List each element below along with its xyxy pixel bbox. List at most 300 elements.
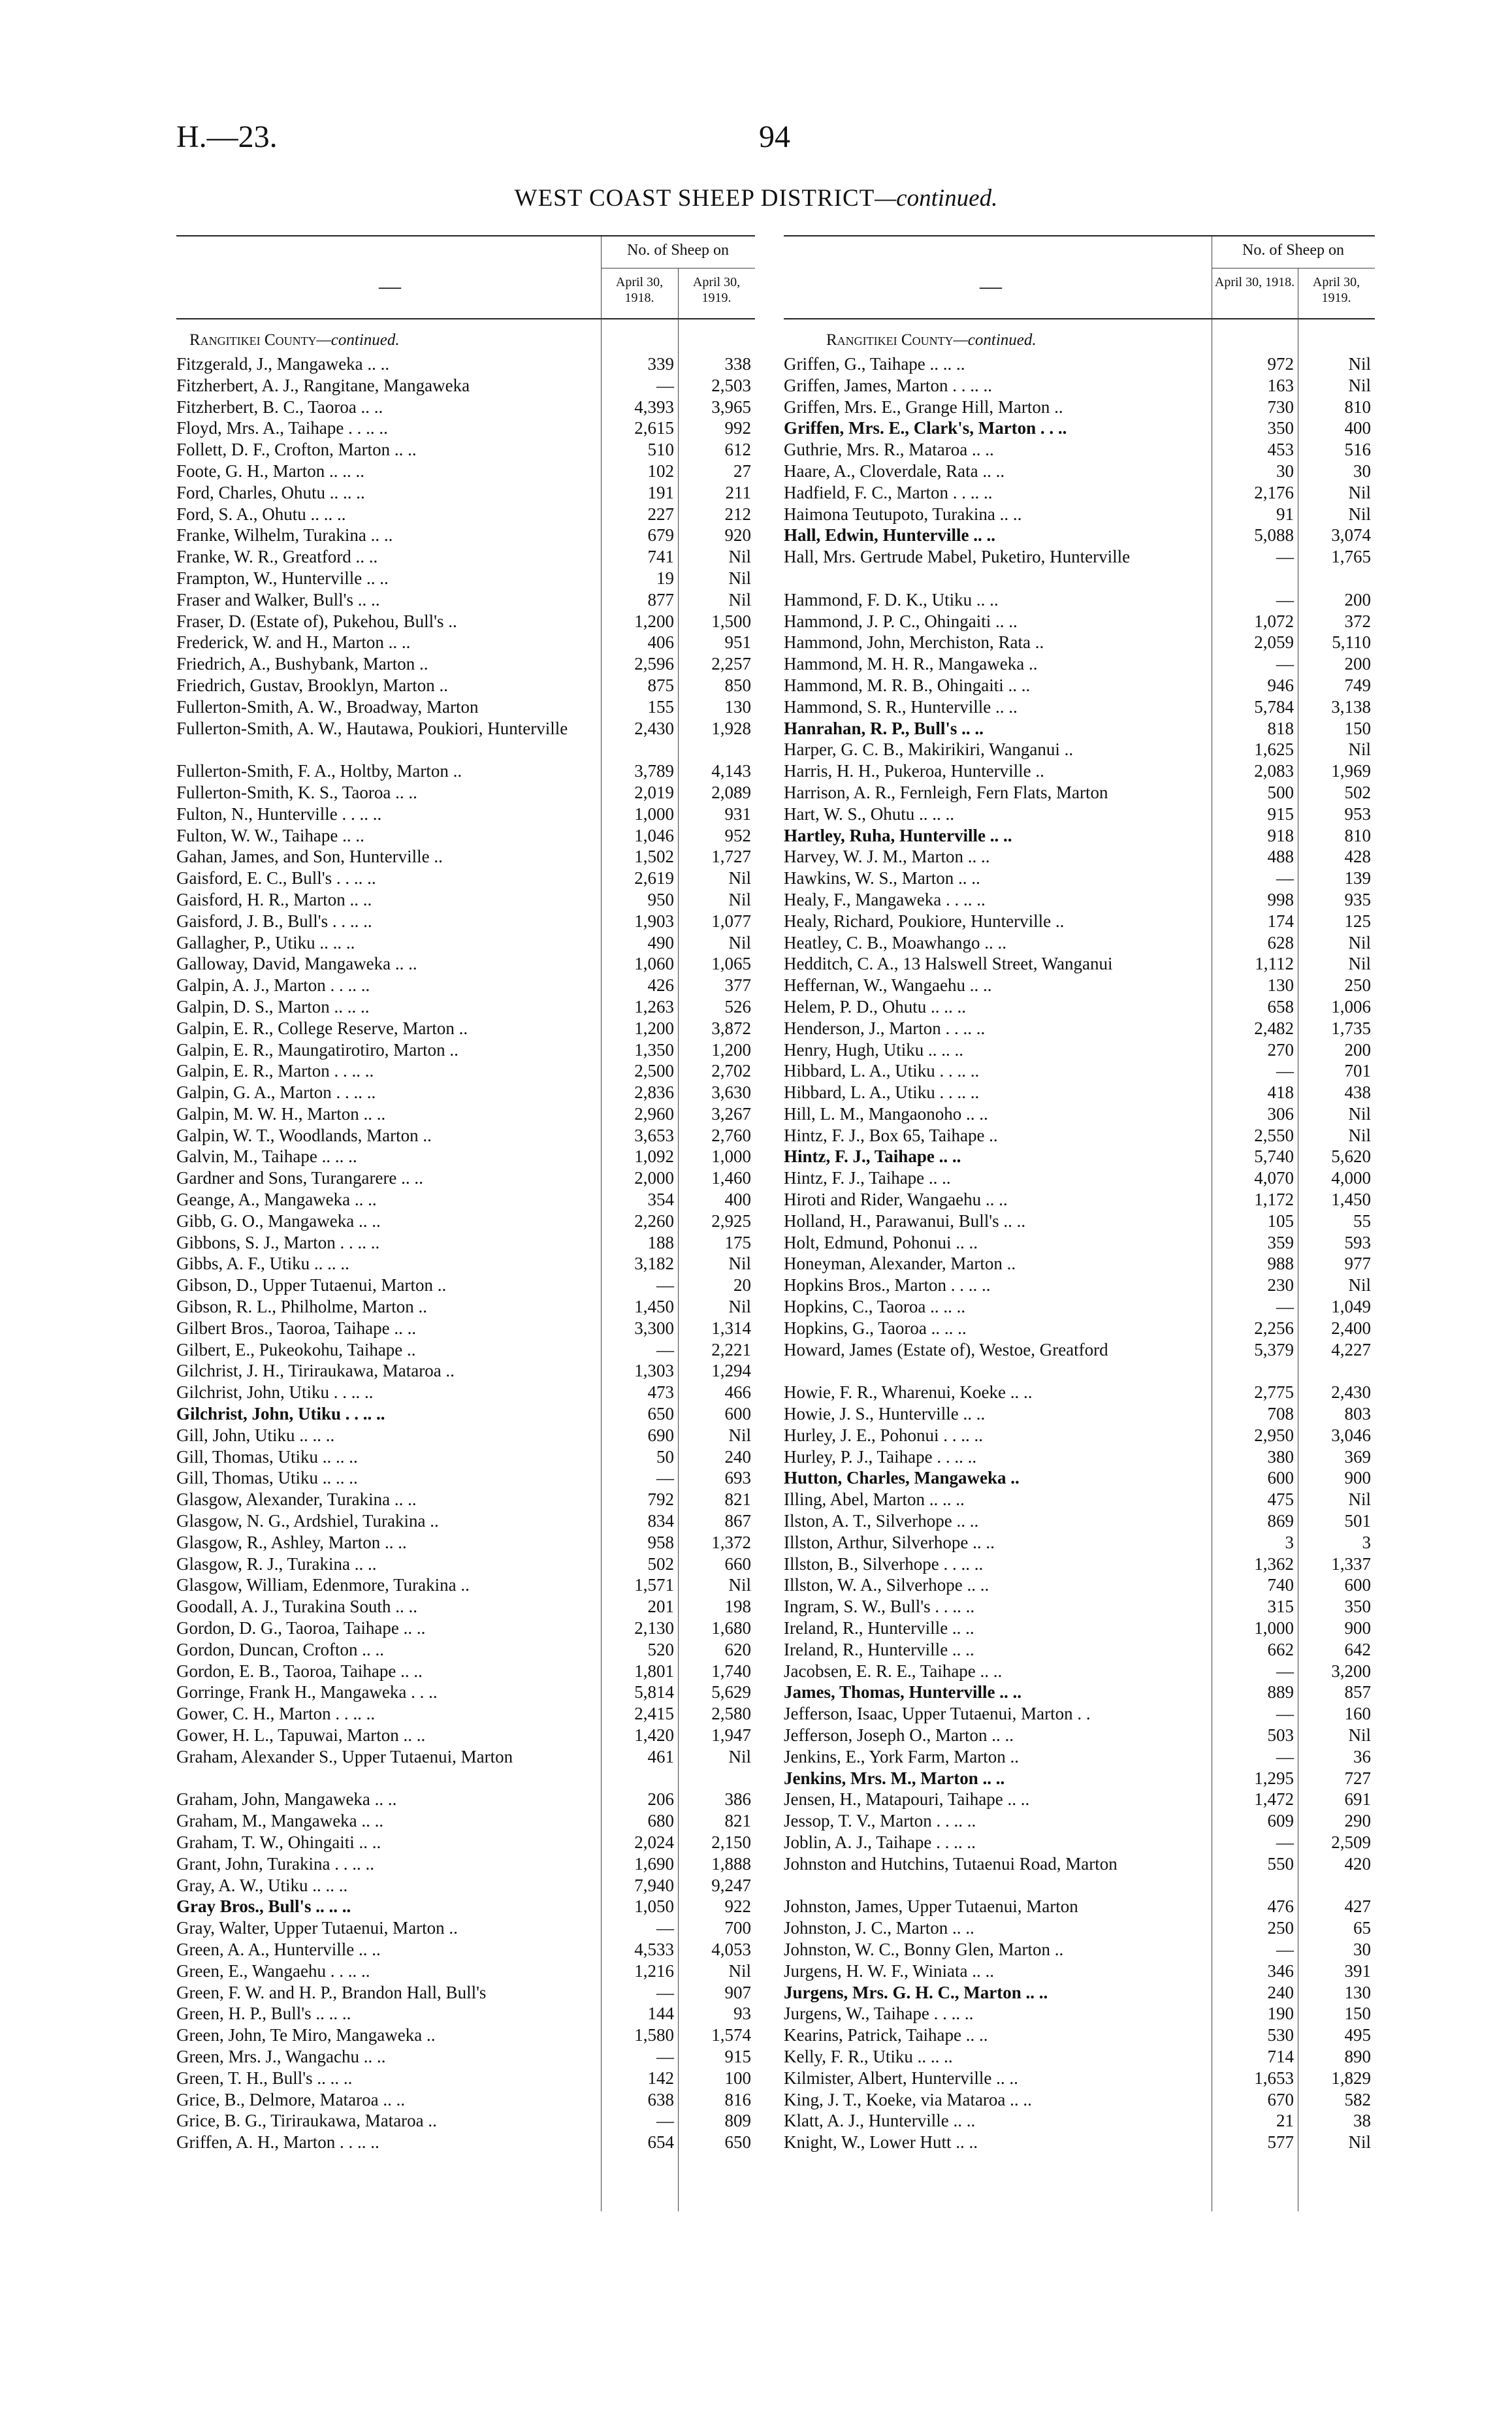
sheep-1919: 3,872	[711, 1018, 751, 1038]
table-row	[784, 1703, 1375, 1725]
sheep-1918: 869	[1267, 1511, 1294, 1531]
table-row	[784, 504, 1375, 525]
table-row	[176, 1982, 755, 2004]
sheep-1919: 1,574	[711, 2025, 751, 2045]
sheep-1918: 503	[1267, 1725, 1294, 1745]
owner-name: Gordon, E. B., Taoroa, Taihape .. ..	[176, 1661, 423, 1681]
right-header-col1: April 30, 1918.	[1214, 275, 1295, 289]
right-section-heading	[784, 319, 1375, 353]
sheep-1919: Nil	[1348, 2132, 1371, 2153]
table-row	[176, 1103, 755, 1125]
owner-name: Hedditch, C. A., 13 Halswell Street, Wanganui	[784, 954, 1113, 974]
owner-name: Glasgow, William, Edenmore, Turakina ..	[176, 1575, 470, 1595]
page-title	[0, 184, 1512, 212]
table-row	[176, 718, 755, 761]
table-row	[784, 1125, 1375, 1146]
table-row	[176, 1339, 755, 1361]
table-row	[784, 632, 1375, 653]
left-table-header	[176, 235, 755, 319]
sheep-1918: 461	[647, 1746, 674, 1766]
sheep-1918: 680	[647, 1811, 674, 1831]
sheep-1918: 174	[1267, 911, 1294, 931]
owner-name: Glasgow, R., Ashley, Marton .. ..	[176, 1532, 407, 1552]
sheep-1918: 2,083	[1254, 761, 1294, 781]
owner-name: King, J. T., Koeke, via Mataroa .. ..	[784, 2089, 1032, 2109]
sheep-1918: 2,619	[634, 868, 674, 888]
owner-name: Jacobsen, E. R. E., Taihape .. ..	[784, 1661, 1003, 1681]
sheep-1919: 2,430	[1331, 1382, 1371, 1403]
right-header-group: No. of Sheep on	[1242, 242, 1344, 259]
sheep-1919: 400	[1344, 418, 1371, 438]
owner-name: Gaisford, H. R., Marton .. ..	[176, 889, 372, 909]
sheep-1918: 889	[1267, 1682, 1294, 1702]
owner-name: Kearins, Patrick, Taihape .. ..	[784, 2025, 988, 2045]
owner-name: Hall, Mrs. Gertrude Mabel, Puketiro, Hunterville	[784, 547, 1131, 567]
table-row	[176, 1296, 755, 1318]
owner-name: Green, H. P., Bull's .. .. ..	[176, 2004, 351, 2024]
owner-name: Gill, John, Utiku .. .. ..	[176, 1425, 335, 1445]
owner-name: Ingram, S. W., Bull's . . .. ..	[784, 1597, 975, 1617]
sheep-1919: 810	[1344, 825, 1371, 845]
sheep-1919: 922	[724, 1896, 751, 1917]
left-section-heading	[176, 319, 755, 353]
sheep-1919: Nil	[1348, 932, 1371, 952]
owner-name: Foote, G. H., Marton .. .. ..	[176, 461, 364, 481]
owner-name: Illing, Abel, Marton .. .. ..	[784, 1489, 965, 1510]
sheep-1919: 420	[1344, 1853, 1371, 1874]
sheep-1919: 1,947	[711, 1725, 751, 1745]
owner-name: Johnston, J. C., Marton .. ..	[784, 1918, 974, 1938]
sheep-1919: 582	[1344, 2089, 1371, 2109]
left-header-col1: April 30, 1918.	[615, 275, 664, 305]
sheep-1919: 693	[724, 1468, 751, 1488]
sheep-1918: 406	[647, 632, 674, 653]
sheep-1919: 338	[724, 354, 751, 374]
sheep-1919: Nil	[728, 1746, 751, 1766]
sheep-1919: Nil	[1348, 1103, 1371, 1124]
owner-name: Galpin, E. R., Maungatirotiro, Marton ..	[176, 1039, 458, 1060]
sheep-1918: 958	[647, 1532, 674, 1552]
owner-name: Gilchrist, John, Utiku . . .. ..	[176, 1404, 385, 1424]
sheep-1919: 1,000	[711, 1146, 751, 1167]
owner-name: Galpin, M. W. H., Marton .. ..	[176, 1103, 386, 1124]
owner-name: Follett, D. F., Crofton, Marton .. ..	[176, 440, 417, 460]
sheep-1919: 850	[724, 675, 751, 695]
sheep-1918: 201	[647, 1597, 674, 1617]
sheep-1919: 4,143	[711, 761, 751, 781]
owner-name: Fullerton-Smith, K. S., Taoroa .. ..	[176, 782, 417, 802]
sheep-1919: 3,046	[1331, 1425, 1371, 1445]
sheep-1918: 359	[1267, 1232, 1294, 1252]
owner-name: Howard, James (Estate of), Westoe, Greatford	[784, 1339, 1108, 1359]
left-column	[176, 235, 755, 2153]
sheep-1919: 4,000	[1331, 1168, 1371, 1188]
table-row	[784, 696, 1375, 718]
sheep-1919: 200	[1344, 654, 1371, 674]
owner-name: Hart, W. S., Ohutu .. .. ..	[784, 804, 955, 824]
owner-name: Fulton, N., Hunterville . . .. ..	[176, 804, 382, 824]
table-row	[784, 804, 1375, 825]
owner-name: Graham, M., Mangaweka .. ..	[176, 1811, 384, 1831]
owner-name: Green, F. W. and H. P., Brandon Hall, Bull's	[176, 1982, 487, 2002]
table-row	[784, 1189, 1375, 1211]
table-row	[176, 1832, 755, 1853]
sheep-1919: 1,077	[711, 911, 751, 931]
sheep-1918: —	[656, 1982, 674, 2002]
sheep-1918: 350	[1267, 418, 1294, 438]
sheep-1919: 400	[724, 1190, 751, 1210]
table-row	[784, 1768, 1375, 1789]
owner-name: Hutton, Charles, Mangaweka ..	[784, 1468, 1020, 1488]
sheep-1918: 1,000	[1254, 1618, 1294, 1638]
table-row	[176, 2110, 755, 2132]
owner-name: Henry, Hugh, Utiku .. .. ..	[784, 1039, 963, 1060]
sheep-1918: 1,472	[1254, 1789, 1294, 1810]
sheep-1919: 3,267	[711, 1103, 751, 1124]
sheep-1919: 1,500	[711, 611, 751, 631]
owner-name: Friedrich, Gustav, Brooklyn, Marton ..	[176, 675, 448, 695]
owner-name: Green, Mrs. J., Wangachu .. ..	[176, 2046, 386, 2066]
table-row	[176, 804, 755, 825]
owner-name: Hammond, F. D. K., Utiku .. ..	[784, 589, 999, 610]
sheep-1918: 600	[1267, 1468, 1294, 1488]
table-row	[176, 2003, 755, 2025]
owner-name: Jefferson, Isaac, Upper Tutaenui, Marton . .	[784, 1704, 1091, 1724]
table-row	[176, 653, 755, 675]
owner-name: Gaisford, J. B., Bull's . . .. ..	[176, 911, 372, 931]
table-row	[176, 568, 755, 589]
owner-name: Harper, G. C. B., Makirikiri, Wanganui ..	[784, 740, 1074, 760]
owner-name: Gower, C. H., Marton . . .. ..	[176, 1704, 376, 1724]
sheep-1918: 3,653	[634, 1125, 674, 1145]
owner-name: Helem, P. D., Ohutu .. .. ..	[784, 996, 966, 1016]
owner-name: Graham, Alexander S., Upper Tutaenui, Marton	[176, 1746, 513, 1766]
sheep-1918: —	[656, 1468, 674, 1488]
sheep-1919: 620	[724, 1639, 751, 1659]
sheep-1918: 662	[1267, 1639, 1294, 1659]
sheep-1918: 4,533	[634, 1939, 674, 1959]
sheep-1919: 212	[724, 504, 751, 524]
sheep-1918: 638	[647, 2089, 674, 2109]
title-continued: —continued.	[875, 185, 998, 212]
table-row	[176, 2089, 755, 2111]
sheep-1918: 2,256	[1254, 1318, 1294, 1338]
owner-name: Green, E., Wangaehu . . .. ..	[176, 1960, 370, 1981]
owner-name: Griffen, James, Marton . . .. ..	[784, 375, 992, 395]
sheep-1918: 380	[1267, 1446, 1294, 1467]
table-row	[176, 760, 755, 782]
owner-name: Gower, H. L., Tapuwai, Marton .. ..	[176, 1725, 426, 1745]
sheep-1918: 918	[1267, 825, 1294, 845]
table-row	[784, 1296, 1375, 1318]
sheep-1919: 1,740	[711, 1661, 751, 1681]
sheep-1918: 354	[647, 1190, 674, 1210]
sheep-1918: 19	[656, 568, 674, 588]
table-row	[784, 718, 1375, 740]
table-row	[176, 1639, 755, 1661]
sheep-1919: 55	[1353, 1211, 1371, 1231]
sheep-1919: 100	[724, 2068, 751, 2088]
owner-name: Hiroti and Rider, Wangaehu .. ..	[784, 1190, 1008, 1210]
table-row	[784, 760, 1375, 782]
owner-name: James, Thomas, Hunterville .. ..	[784, 1682, 1021, 1702]
right-column	[784, 235, 1375, 2153]
table-row	[784, 1832, 1375, 1853]
sheep-1918: 972	[1267, 354, 1294, 374]
sheep-1918: 2,950	[1254, 1425, 1294, 1445]
sheep-1919: 727	[1344, 1768, 1371, 1788]
table-row	[784, 1939, 1375, 1960]
sheep-1919: 1,006	[1331, 996, 1371, 1016]
owner-name: Gill, Thomas, Utiku .. .. ..	[176, 1468, 358, 1488]
owner-name: Hammond, S. R., Hunterville .. ..	[784, 696, 1018, 717]
sheep-1919: Nil	[728, 589, 751, 610]
sheep-1918: 7,940	[634, 1875, 674, 1895]
sheep-1918: 950	[647, 889, 674, 909]
table-row	[784, 1467, 1375, 1489]
sheep-1919: 931	[724, 804, 751, 824]
sheep-1919: 867	[724, 1511, 751, 1531]
sheep-1919: 160	[1344, 1704, 1371, 1724]
owner-name: Fitzherbert, A. J., Rangitane, Mangaweka	[176, 375, 470, 395]
table-row	[176, 482, 755, 504]
owner-name: Jenkins, E., York Farm, Marton ..	[784, 1746, 1020, 1766]
sheep-1919: 2,702	[711, 1061, 751, 1081]
sheep-1918: 5,740	[1254, 1146, 1294, 1167]
sheep-1919: 369	[1344, 1446, 1371, 1467]
sheep-1918: —	[656, 2111, 674, 2131]
table-row	[176, 953, 755, 975]
table-row	[176, 1960, 755, 1982]
sheep-1918: 834	[647, 1511, 674, 1531]
owner-name: Honeyman, Alexander, Marton ..	[784, 1254, 1016, 1274]
owner-name: Hurley, P. J., Taihape . . .. ..	[784, 1446, 977, 1467]
sheep-1919: 3,074	[1331, 525, 1371, 545]
sheep-1918: 50	[656, 1446, 674, 1467]
sheep-1918: 475	[1267, 1489, 1294, 1510]
table-row	[176, 1167, 755, 1189]
sheep-1918: 163	[1267, 375, 1294, 395]
sheep-1919: 290	[1344, 1811, 1371, 1831]
owner-name: Gallagher, P., Utiku .. .. ..	[176, 932, 355, 952]
sheep-1919: 2,150	[711, 1832, 751, 1852]
table-row	[176, 932, 755, 954]
owner-name: Hopkins, C., Taoroa .. .. ..	[784, 1297, 966, 1317]
sheep-1919: 1,065	[711, 954, 751, 974]
sheep-1918: 2,024	[634, 1832, 674, 1852]
sheep-1918: 2,415	[634, 1704, 674, 1724]
sheep-1919: 593	[1344, 1232, 1371, 1252]
sheep-1918: —	[1276, 1297, 1294, 1317]
sheep-1919: 857	[1344, 1682, 1371, 1702]
sheep-1919: 1,372	[711, 1532, 751, 1552]
owner-name: Galpin, E. R., College Reserve, Marton ..	[176, 1018, 468, 1038]
sheep-1918: 91	[1276, 504, 1294, 524]
sheep-1919: Nil	[1348, 954, 1371, 974]
sheep-1918: —	[1276, 1661, 1294, 1681]
sheep-1918: 1,571	[634, 1575, 674, 1595]
sheep-1919: Nil	[1348, 1275, 1371, 1295]
table-row	[176, 1510, 755, 1532]
owner-name: Hintz, F. J., Taihape .. ..	[784, 1168, 951, 1188]
sheep-1919: Nil	[1348, 1489, 1371, 1510]
table-row	[784, 1382, 1375, 1403]
table-row	[176, 1574, 755, 1596]
table-row	[784, 611, 1375, 632]
sheep-1918: 270	[1267, 1039, 1294, 1060]
table-row	[176, 1211, 755, 1232]
table-row	[176, 525, 755, 546]
table-row	[784, 1510, 1375, 1532]
sheep-1918: 105	[1267, 1211, 1294, 1231]
sheep-1918: 740	[1267, 1575, 1294, 1595]
sheep-1918: 3,182	[634, 1254, 674, 1274]
owner-name: Gardner and Sons, Turangarere .. ..	[176, 1168, 423, 1188]
sheep-1918: 1,000	[634, 804, 674, 824]
sheep-1918: 1,653	[1254, 2068, 1294, 2088]
sheep-1919: 240	[724, 1446, 751, 1467]
sheep-1919: 1,888	[711, 1853, 751, 1874]
sheep-1918: 679	[647, 525, 674, 545]
table-row	[176, 1917, 755, 1939]
sheep-1918: 4,070	[1254, 1168, 1294, 1188]
owner-name: Franke, Wilhelm, Turakina .. ..	[176, 525, 393, 545]
sheep-1918: 708	[1267, 1404, 1294, 1424]
table-row	[784, 1574, 1375, 1596]
owner-name: Fraser, D. (Estate of), Pukehou, Bull's ..	[176, 611, 457, 631]
owner-name: Graham, John, Mangaweka .. ..	[176, 1789, 397, 1810]
sheep-1919: 803	[1344, 1404, 1371, 1424]
owner-name: Gibbs, A. F., Utiku .. .. ..	[176, 1254, 349, 1274]
sheep-1919: Nil	[1348, 740, 1371, 760]
owner-name: Griffen, A. H., Marton . . .. ..	[176, 2132, 379, 2153]
sheep-1918: 2,960	[634, 1103, 674, 1124]
owner-name: Haimona Teutupoto, Turakina .. ..	[784, 504, 1022, 524]
sheep-1918: 2,130	[634, 1618, 674, 1638]
sheep-1918: 714	[1267, 2046, 1294, 2066]
sheep-1918: 1,172	[1254, 1190, 1294, 1210]
sheep-1919: 920	[724, 525, 751, 545]
owner-name: Ilston, A. T., Silverhope .. ..	[784, 1511, 979, 1531]
owner-name: Friedrich, A., Bushybank, Marton ..	[176, 654, 428, 674]
owner-name: Galpin, E. R., Marton . . .. ..	[176, 1061, 374, 1081]
table-row	[176, 1425, 755, 1446]
sheep-1918: 1,295	[1254, 1768, 1294, 1788]
sheep-1918: 875	[647, 675, 674, 695]
owner-name: Haare, A., Cloverdale, Rata .. ..	[784, 461, 1005, 481]
sheep-1919: Nil	[1348, 504, 1371, 524]
sheep-1919: 1,727	[711, 847, 751, 867]
sheep-1919: 391	[1344, 1960, 1371, 1981]
right-section-cont: —continued.	[953, 331, 1037, 349]
owner-name: Kelly, F. R., Utiku .. .. ..	[784, 2046, 953, 2066]
owner-name: Johnston, James, Upper Tutaenui, Marton	[784, 1896, 1078, 1917]
sheep-1919: 821	[724, 1489, 751, 1510]
table-row	[176, 611, 755, 632]
owner-name: Hammond, J. P. C., Ohingaiti .. ..	[784, 611, 1018, 631]
owner-name: Fitzgerald, J., Mangaweka .. ..	[176, 354, 390, 374]
sheep-1918: 206	[647, 1789, 674, 1810]
sheep-1918: 2,260	[634, 1211, 674, 1231]
table-row	[176, 975, 755, 996]
sheep-1918: 3,789	[634, 761, 674, 781]
table-row	[784, 1446, 1375, 1468]
sheep-1918: 5,088	[1254, 525, 1294, 545]
owner-name: Healy, Richard, Poukiore, Hunterville ..	[784, 911, 1065, 931]
sheep-1919: 600	[724, 1404, 751, 1424]
owner-name: Glasgow, Alexander, Turakina .. ..	[176, 1489, 417, 1510]
sheep-1918: 1,072	[1254, 611, 1294, 631]
sheep-1918: 1,216	[634, 1960, 674, 1981]
table-row	[784, 1917, 1375, 1939]
sheep-1919: Nil	[1348, 1725, 1371, 1745]
table-row	[784, 1339, 1375, 1382]
table-row	[176, 1039, 755, 1061]
owner-name: Harris, H. H., Pukeroa, Hunterville ..	[784, 761, 1044, 781]
sheep-1919: 691	[1344, 1789, 1371, 1810]
sheep-1919: 4,227	[1331, 1339, 1371, 1359]
sheep-1919: 1,450	[1331, 1190, 1371, 1210]
sheep-1919: 427	[1344, 1896, 1371, 1917]
owner-name: Ireland, R., Hunterville .. ..	[784, 1618, 974, 1638]
owner-name: Galvin, M., Taihape .. .. ..	[176, 1146, 357, 1167]
sheep-1918: 1,200	[634, 1018, 674, 1038]
table-row	[784, 1253, 1375, 1275]
table-row	[784, 1725, 1375, 1746]
sheep-1919: 1,680	[711, 1618, 751, 1638]
owner-name: Illston, Arthur, Silverhope .. ..	[784, 1532, 995, 1552]
table-row	[176, 375, 755, 397]
table-row	[176, 1789, 755, 1810]
sheep-1919: 125	[1344, 911, 1371, 931]
table-row	[784, 2003, 1375, 2025]
sheep-1918: 500	[1267, 782, 1294, 802]
sheep-1918: 5,379	[1254, 1339, 1294, 1359]
owner-name: Gibb, G. O., Mangaweka .. ..	[176, 1211, 381, 1231]
sheep-1919: 501	[1344, 1511, 1371, 1531]
sheep-1918: 2,500	[634, 1061, 674, 1081]
sheep-1919: Nil	[728, 547, 751, 567]
table-row	[176, 1125, 755, 1146]
table-row	[784, 1060, 1375, 1082]
sheep-1918: 473	[647, 1382, 674, 1403]
table-row	[784, 353, 1375, 375]
right-header-dash: —	[980, 274, 1002, 299]
table-row	[784, 1639, 1375, 1661]
table-row	[784, 1039, 1375, 1061]
sheep-1918: 2,019	[634, 782, 674, 802]
sheep-1919: 2,760	[711, 1125, 751, 1145]
sheep-1918: 792	[647, 1489, 674, 1510]
owner-name: Jensen, H., Matapouri, Taihape .. ..	[784, 1789, 1030, 1810]
sheep-1919: 526	[724, 996, 751, 1016]
sheep-1918: 5,784	[1254, 696, 1294, 717]
sheep-1919: Nil	[1348, 1125, 1371, 1145]
sheep-1919: 428	[1344, 847, 1371, 867]
table-row	[784, 1275, 1375, 1296]
table-row	[784, 2025, 1375, 2046]
sheep-1918: —	[656, 1918, 674, 1938]
owner-name: Hurley, J. E., Pohonui . . .. ..	[784, 1425, 983, 1445]
sheep-1919: 1,928	[711, 718, 751, 738]
table-row	[784, 1532, 1375, 1553]
sheep-1918: 658	[1267, 996, 1294, 1016]
sheep-1918: 1,046	[634, 825, 674, 845]
sheep-1919: 1,735	[1331, 1018, 1371, 1038]
table-row	[784, 482, 1375, 504]
table-row	[784, 439, 1375, 461]
table-row	[784, 2089, 1375, 2111]
